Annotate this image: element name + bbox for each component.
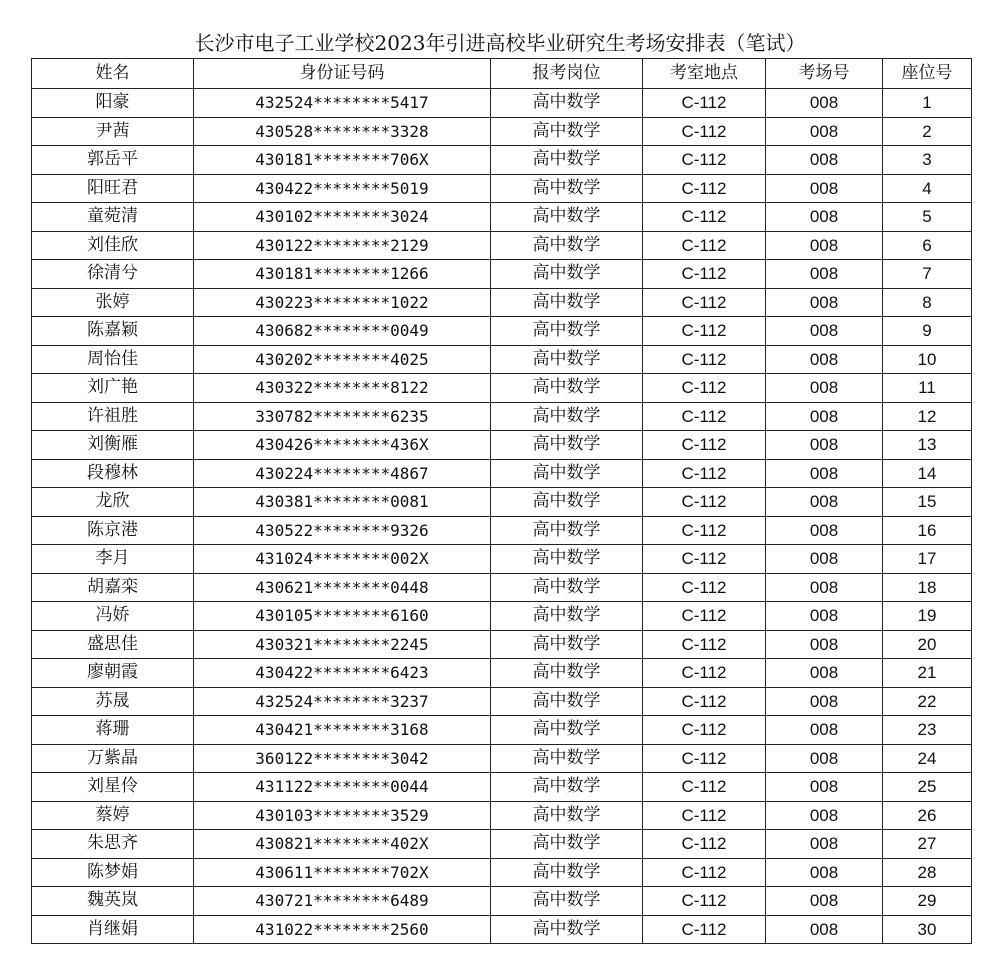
room-cell: C-112 (643, 174, 766, 203)
name-cell: 冯娇 (32, 602, 194, 631)
room-cell: C-112 (643, 146, 766, 175)
name-cell: 李月 (32, 545, 194, 574)
table-row (32, 573, 972, 602)
room-cell: C-112 (643, 203, 766, 232)
seat-number-cell: 9 (883, 317, 972, 346)
position-cell: 高中数学 (491, 915, 643, 944)
exam-hall-cell: 008 (766, 602, 883, 631)
name-cell: 肖继娟 (32, 915, 194, 944)
table-row (32, 659, 972, 688)
id-number-cell: 430181********706X (194, 146, 491, 175)
position-cell: 高中数学 (491, 887, 643, 916)
position-cell: 高中数学 (491, 858, 643, 887)
name-cell: 蔡婷 (32, 801, 194, 830)
room-cell: C-112 (643, 89, 766, 118)
name-cell: 郭岳平 (32, 146, 194, 175)
exam-hall-cell: 008 (766, 887, 883, 916)
column-header-room: 考室地点 (643, 59, 766, 89)
table-row (32, 545, 972, 574)
column-header-name: 姓名 (32, 59, 194, 89)
seat-number-cell: 14 (883, 459, 972, 488)
seat-number-cell: 27 (883, 830, 972, 859)
room-cell: C-112 (643, 773, 766, 802)
position-cell: 高中数学 (491, 431, 643, 460)
exam-hall-cell: 008 (766, 288, 883, 317)
column-header-exam-hall: 考场号 (766, 59, 883, 89)
id-number-cell: 430721********6489 (194, 887, 491, 916)
table-row (32, 801, 972, 830)
id-number-cell: 430611********702X (194, 858, 491, 887)
seat-number-cell: 24 (883, 744, 972, 773)
room-cell: C-112 (643, 488, 766, 517)
room-cell: C-112 (643, 602, 766, 631)
exam-hall-cell: 008 (766, 744, 883, 773)
room-cell: C-112 (643, 117, 766, 146)
room-cell: C-112 (643, 345, 766, 374)
room-cell: C-112 (643, 516, 766, 545)
column-header-position: 报考岗位 (491, 59, 643, 89)
position-cell: 高中数学 (491, 203, 643, 232)
position-cell: 高中数学 (491, 545, 643, 574)
room-cell: C-112 (643, 915, 766, 944)
exam-hall-cell: 008 (766, 488, 883, 517)
id-number-cell: 430322********8122 (194, 374, 491, 403)
exam-hall-cell: 008 (766, 915, 883, 944)
seat-number-cell: 11 (883, 374, 972, 403)
header-row (32, 59, 972, 89)
table-row (32, 488, 972, 517)
name-cell: 刘星伶 (32, 773, 194, 802)
table-row (32, 317, 972, 346)
name-cell: 龙欣 (32, 488, 194, 517)
table-row (32, 630, 972, 659)
table-row (32, 117, 972, 146)
room-cell: C-112 (643, 402, 766, 431)
id-number-cell: 360122********3042 (194, 744, 491, 773)
room-cell: C-112 (643, 887, 766, 916)
seat-number-cell: 29 (883, 887, 972, 916)
table-row (32, 146, 972, 175)
name-cell: 许祖胜 (32, 402, 194, 431)
id-number-cell: 430821********402X (194, 830, 491, 859)
table-row (32, 459, 972, 488)
room-cell: C-112 (643, 231, 766, 260)
id-number-cell: 430422********5019 (194, 174, 491, 203)
exam-hall-cell: 008 (766, 459, 883, 488)
position-cell: 高中数学 (491, 345, 643, 374)
table-row (32, 830, 972, 859)
exam-hall-cell: 008 (766, 773, 883, 802)
position-cell: 高中数学 (491, 602, 643, 631)
table-row (32, 915, 972, 944)
exam-hall-cell: 008 (766, 317, 883, 346)
id-number-cell: 431022********2560 (194, 915, 491, 944)
position-cell: 高中数学 (491, 117, 643, 146)
id-number-cell: 430321********2245 (194, 630, 491, 659)
seat-number-cell: 28 (883, 858, 972, 887)
id-number-cell: 431024********002X (194, 545, 491, 574)
seat-number-cell: 16 (883, 516, 972, 545)
id-number-cell: 430426********436X (194, 431, 491, 460)
name-cell: 盛思佳 (32, 630, 194, 659)
room-cell: C-112 (643, 374, 766, 403)
exam-hall-cell: 008 (766, 716, 883, 745)
seat-number-cell: 5 (883, 203, 972, 232)
name-cell: 刘衡雁 (32, 431, 194, 460)
id-number-cell: 431122********0044 (194, 773, 491, 802)
room-cell: C-112 (643, 317, 766, 346)
position-cell: 高中数学 (491, 687, 643, 716)
exam-hall-cell: 008 (766, 801, 883, 830)
position-cell: 高中数学 (491, 317, 643, 346)
seat-number-cell: 7 (883, 260, 972, 289)
name-cell: 阳豪 (32, 89, 194, 118)
id-number-cell: 430422********6423 (194, 659, 491, 688)
table-row (32, 431, 972, 460)
name-cell: 周怡佳 (32, 345, 194, 374)
seat-number-cell: 3 (883, 146, 972, 175)
table-row (32, 773, 972, 802)
name-cell: 徐清兮 (32, 260, 194, 289)
position-cell: 高中数学 (491, 89, 643, 118)
id-number-cell: 430105********6160 (194, 602, 491, 631)
position-cell: 高中数学 (491, 744, 643, 773)
room-cell: C-112 (643, 630, 766, 659)
name-cell: 阳旺君 (32, 174, 194, 203)
room-cell: C-112 (643, 431, 766, 460)
id-number-cell: 430103********3529 (194, 801, 491, 830)
exam-hall-cell: 008 (766, 659, 883, 688)
name-cell: 童菀清 (32, 203, 194, 232)
room-cell: C-112 (643, 260, 766, 289)
id-number-cell: 430202********4025 (194, 345, 491, 374)
seat-number-cell: 25 (883, 773, 972, 802)
exam-hall-cell: 008 (766, 573, 883, 602)
seat-number-cell: 8 (883, 288, 972, 317)
table-row (32, 602, 972, 631)
table-row (32, 288, 972, 317)
seat-number-cell: 1 (883, 89, 972, 118)
name-cell: 陈嘉颖 (32, 317, 194, 346)
id-number-cell: 432524********3237 (194, 687, 491, 716)
exam-hall-cell: 008 (766, 146, 883, 175)
room-cell: C-112 (643, 687, 766, 716)
table-row (32, 203, 972, 232)
name-cell: 陈京港 (32, 516, 194, 545)
room-cell: C-112 (643, 858, 766, 887)
id-number-cell: 430181********1266 (194, 260, 491, 289)
seat-number-cell: 13 (883, 431, 972, 460)
id-number-cell: 430381********0081 (194, 488, 491, 517)
exam-hall-cell: 008 (766, 231, 883, 260)
exam-hall-cell: 008 (766, 345, 883, 374)
exam-hall-cell: 008 (766, 630, 883, 659)
room-cell: C-112 (643, 659, 766, 688)
exam-hall-cell: 008 (766, 687, 883, 716)
exam-hall-cell: 008 (766, 203, 883, 232)
seat-number-cell: 20 (883, 630, 972, 659)
table-row (32, 858, 972, 887)
name-cell: 万紫晶 (32, 744, 194, 773)
position-cell: 高中数学 (491, 830, 643, 859)
table-row (32, 174, 972, 203)
name-cell: 蒋珊 (32, 716, 194, 745)
name-cell: 苏晟 (32, 687, 194, 716)
exam-hall-cell: 008 (766, 374, 883, 403)
position-cell: 高中数学 (491, 801, 643, 830)
seat-number-cell: 12 (883, 402, 972, 431)
id-number-cell: 430522********9326 (194, 516, 491, 545)
table-row (32, 231, 972, 260)
room-cell: C-112 (643, 830, 766, 859)
seat-number-cell: 30 (883, 915, 972, 944)
seat-number-cell: 2 (883, 117, 972, 146)
name-cell: 廖朝霞 (32, 659, 194, 688)
id-number-cell: 430224********4867 (194, 459, 491, 488)
position-cell: 高中数学 (491, 488, 643, 517)
table-body (32, 89, 972, 944)
table-row (32, 716, 972, 745)
seat-number-cell: 19 (883, 602, 972, 631)
name-cell: 刘佳欣 (32, 231, 194, 260)
seat-number-cell: 17 (883, 545, 972, 574)
exam-hall-cell: 008 (766, 402, 883, 431)
exam-hall-cell: 008 (766, 117, 883, 146)
position-cell: 高中数学 (491, 174, 643, 203)
position-cell: 高中数学 (491, 573, 643, 602)
id-number-cell: 432524********5417 (194, 89, 491, 118)
name-cell: 胡嘉栾 (32, 573, 194, 602)
position-cell: 高中数学 (491, 459, 643, 488)
position-cell: 高中数学 (491, 716, 643, 745)
name-cell: 段穆林 (32, 459, 194, 488)
table-row (32, 516, 972, 545)
id-number-cell: 430122********2129 (194, 231, 491, 260)
seat-number-cell: 22 (883, 687, 972, 716)
id-number-cell: 430223********1022 (194, 288, 491, 317)
id-number-cell: 430102********3024 (194, 203, 491, 232)
name-cell: 朱思齐 (32, 830, 194, 859)
seat-number-cell: 23 (883, 716, 972, 745)
seat-number-cell: 18 (883, 573, 972, 602)
room-cell: C-112 (643, 801, 766, 830)
seat-number-cell: 10 (883, 345, 972, 374)
exam-seating-table (31, 58, 972, 944)
name-cell: 张婷 (32, 288, 194, 317)
name-cell: 魏英岚 (32, 887, 194, 916)
room-cell: C-112 (643, 545, 766, 574)
table-row (32, 402, 972, 431)
position-cell: 高中数学 (491, 260, 643, 289)
exam-hall-cell: 008 (766, 858, 883, 887)
table-row (32, 887, 972, 916)
id-number-cell: 430528********3328 (194, 117, 491, 146)
room-cell: C-112 (643, 716, 766, 745)
exam-hall-cell: 008 (766, 89, 883, 118)
table-row (32, 374, 972, 403)
seat-number-cell: 21 (883, 659, 972, 688)
position-cell: 高中数学 (491, 630, 643, 659)
room-cell: C-112 (643, 459, 766, 488)
name-cell: 尹茜 (32, 117, 194, 146)
name-cell: 陈梦娟 (32, 858, 194, 887)
position-cell: 高中数学 (491, 231, 643, 260)
table-row (32, 260, 972, 289)
exam-hall-cell: 008 (766, 516, 883, 545)
exam-hall-cell: 008 (766, 431, 883, 460)
seat-number-cell: 15 (883, 488, 972, 517)
position-cell: 高中数学 (491, 288, 643, 317)
table-row (32, 687, 972, 716)
id-number-cell: 330782********6235 (194, 402, 491, 431)
table-row (32, 744, 972, 773)
exam-hall-cell: 008 (766, 545, 883, 574)
room-cell: C-112 (643, 288, 766, 317)
exam-hall-cell: 008 (766, 260, 883, 289)
exam-hall-cell: 008 (766, 174, 883, 203)
document-title: 长沙市电子工业学校2023年引进高校毕业研究生考场安排表（笔试） (194, 31, 806, 55)
id-number-cell: 430421********3168 (194, 716, 491, 745)
table-row (32, 89, 972, 118)
seat-number-cell: 26 (883, 801, 972, 830)
position-cell: 高中数学 (491, 773, 643, 802)
seat-number-cell: 6 (883, 231, 972, 260)
table-row (32, 345, 972, 374)
seat-number-cell: 4 (883, 174, 972, 203)
id-number-cell: 430621********0448 (194, 573, 491, 602)
position-cell: 高中数学 (491, 659, 643, 688)
position-cell: 高中数学 (491, 374, 643, 403)
room-cell: C-112 (643, 744, 766, 773)
id-number-cell: 430682********0049 (194, 317, 491, 346)
name-cell: 刘广艳 (32, 374, 194, 403)
position-cell: 高中数学 (491, 516, 643, 545)
column-header-id-number: 身份证号码 (194, 59, 491, 89)
position-cell: 高中数学 (491, 402, 643, 431)
column-header-seat: 座位号 (883, 59, 972, 89)
position-cell: 高中数学 (491, 146, 643, 175)
room-cell: C-112 (643, 573, 766, 602)
exam-hall-cell: 008 (766, 830, 883, 859)
